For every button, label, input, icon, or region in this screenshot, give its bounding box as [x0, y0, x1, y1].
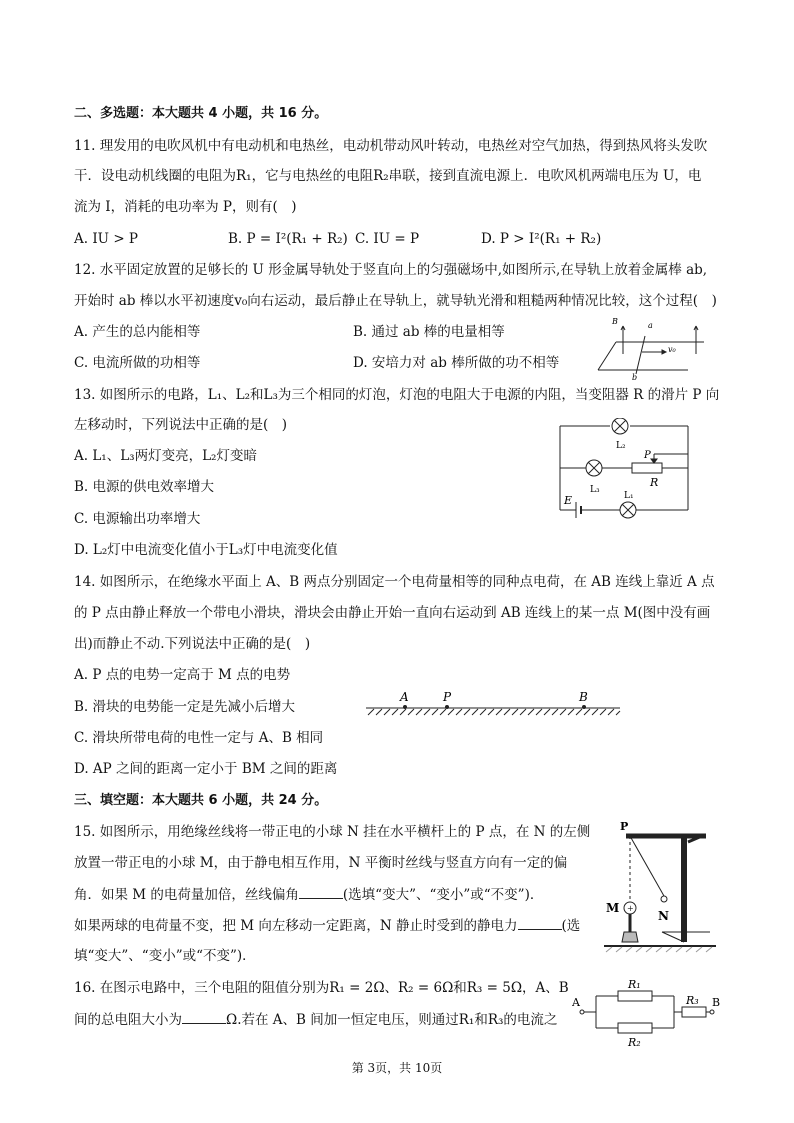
q11-option-a: A. IU > P	[74, 231, 139, 247]
q15-fig-label-p: P	[620, 820, 629, 833]
q13-option-c: C. 电源输出功率增大	[74, 511, 201, 527]
q16-line-2-text-b: Ω.若在 A、B 间加一恒定电压，则通过R₁和R₃的电流之	[226, 1012, 558, 1028]
q13-fig-label-l1: L₁	[624, 491, 634, 501]
q16-line-1: 16. 在图示电路中，三个电阻的阻值分别为R₁ = 2Ω、R₂ = 6Ω和R₃ = 5Ω，A、B	[74, 980, 569, 996]
q14-option-c: C. 滑块所带电荷的电性一定与 A、B 相同	[74, 730, 324, 746]
q13-fig-label-r: R	[650, 476, 659, 489]
q11-line-2: 干．设电动机线圈的电阻为R₁，它与电热丝的电阻R₂串联，接到直流电源上．电吹风机两端电压为 U，电	[74, 168, 702, 184]
q14-fig-label-a: A	[400, 690, 409, 704]
q15-line-3-text-a: 角．如果 M 的电荷量加倍，丝线偏角	[74, 887, 299, 903]
q14-line-3: 出)而静止不动.下列说法中正确的是( )	[74, 636, 311, 652]
q12-option-b: B. 通过 ab 棒的电量相等	[353, 324, 505, 340]
q16-fig-label-b: B	[712, 996, 721, 1009]
q11-line-1: 11. 理发用的电吹风机中有电动机和电热丝，电动机带动风叶转动，电热丝对空气加热，得到热风将头发吹	[74, 138, 708, 154]
q12-fig-label-b: b	[632, 373, 638, 380]
q13-line-1: 13. 如图所示的电路，L₁、L₂和L₃为三个相同的灯泡，灯泡的电阻大于电源的内阻，当变阻器 R 的滑片 P 向	[74, 387, 720, 403]
q15-line-4-text-a: 如果两球的电荷量不变，把 M 向左移动一定距离，N 静止时受到的静电力	[74, 918, 518, 934]
q15-line-4	[74, 915, 580, 936]
section-header-fill-in: 三、填空题：本大题共 6 小题，共 24 分。	[74, 793, 328, 808]
q12-option-c: C. 电流所做的功相等	[74, 355, 201, 371]
q14-charges-figure	[362, 688, 624, 720]
q15-fig-label-m: M	[606, 901, 620, 915]
q14-line-2: 的 P 点由静止释放一个带电小滑块，滑块会由静止开始一直向右运动到 AB 连线上的某一点 M(图中没有画	[74, 605, 711, 621]
q16-fig-label-r2: R₂	[628, 1036, 641, 1048]
q16-line-2-text-a: 间的总电阻大小为	[74, 1012, 182, 1028]
q16-answer-blank-1[interactable]	[182, 1009, 226, 1024]
page-footer: 第 3页，共 10页	[351, 1061, 443, 1075]
q13-fig-label-e: E	[564, 494, 573, 507]
q14-fig-label-b: B	[579, 690, 588, 704]
q14-fig-label-p: P	[443, 690, 452, 704]
q15-line-5: 填“变大”、“变小”或“不变”)．	[74, 948, 256, 964]
q13-fig-label-l3: L₃	[590, 485, 600, 495]
q15-line-2: 放置一带正电的小球 M，由于静电相互作用，N 平衡时丝线与竖直方向有一定的偏	[74, 855, 568, 871]
q13-circuit-figure	[552, 418, 696, 522]
q15-line-3	[74, 884, 543, 905]
q13-option-d: D. L₂灯中电流变化值小于L₃灯中电流变化值	[74, 542, 338, 558]
q13-option-b: B. 电源的供电效率增大	[74, 479, 215, 495]
q11-option-c: C. IU = P	[355, 231, 420, 247]
q12-line-1: 12. 水平固定放置的足够长的 U 形金属导轨处于竖直向上的匀强磁场中,如图所示,在导轨上放着金属棒 ab,	[74, 262, 708, 278]
q12-fig-label-v0: v₀	[668, 345, 676, 354]
q13-option-a: A. L₁、L₃两灯变亮，L₂灯变暗	[74, 448, 257, 464]
q12-option-a: A. 产生的总内能相等	[74, 324, 201, 340]
q12-option-d: D. 安培力对 ab 棒所做的功不相等	[353, 355, 560, 371]
q11-line-3: 流为 I，消耗的电功率为 P，则有( )	[74, 199, 297, 215]
q15-line-1: 15. 如图所示，用绝缘丝线将一带正电的小球 N 挂在水平横杆上的 P 点，在 N 的左侧	[74, 824, 591, 840]
q14-option-b: B. 滑块的电势能一定是先减小后增大	[74, 699, 296, 715]
q14-line-1: 14. 如图所示，在绝缘水平面上 A、B 两点分别固定一个电荷量相等的同种点电荷，在 AB 连线上靠近 A 点	[74, 574, 715, 590]
q16-resistor-figure	[572, 976, 722, 1048]
q13-fig-label-p: P	[644, 450, 651, 461]
q15-answer-blank-2[interactable]	[518, 915, 562, 930]
q12-line-2: 开始时 ab 棒以水平初速度v₀向右运动，最后静止在导轨上，就导轨光滑和粗糙两种情况比较，这个过程( )	[74, 293, 717, 309]
q11-option-d: D. P > I²(R₁ + R₂)	[481, 231, 602, 247]
q14-option-a: A. P 点的电势一定高于 M 点的电势	[74, 667, 291, 683]
q16-fig-label-r1: R₁	[628, 978, 641, 991]
q16-fig-label-a: A	[572, 996, 580, 1009]
q15-answer-blank-1[interactable]	[299, 884, 343, 899]
q15-pendulum-figure	[602, 820, 720, 954]
q14-option-d: D. AP 之间的距离一定小于 BM 之间的距离	[74, 761, 338, 777]
q12-rail-figure	[592, 312, 714, 380]
q16-fig-label-r3: R₃	[686, 994, 699, 1007]
q16-line-2	[74, 1009, 557, 1030]
q12-fig-label-b-field: B	[612, 317, 618, 326]
section-header-multiple-choice: 二、多选题：本大题共 4 小题，共 16 分。	[74, 106, 328, 121]
q12-fig-label-a: a	[648, 321, 653, 330]
q15-line-3-text-b: (选填“变大”、“变小”或“不变”)．	[342, 887, 544, 903]
svg-text:+: +	[627, 904, 634, 913]
q15-fig-label-n: N	[658, 909, 669, 923]
q15-line-4-text-b: (选	[561, 918, 581, 934]
q13-line-2: 左移动时，下列说法中正确的是( )	[74, 417, 288, 433]
q13-fig-label-l2: L₂	[616, 441, 626, 451]
q11-option-b: B. P = I²(R₁ + R₂)	[228, 231, 348, 247]
